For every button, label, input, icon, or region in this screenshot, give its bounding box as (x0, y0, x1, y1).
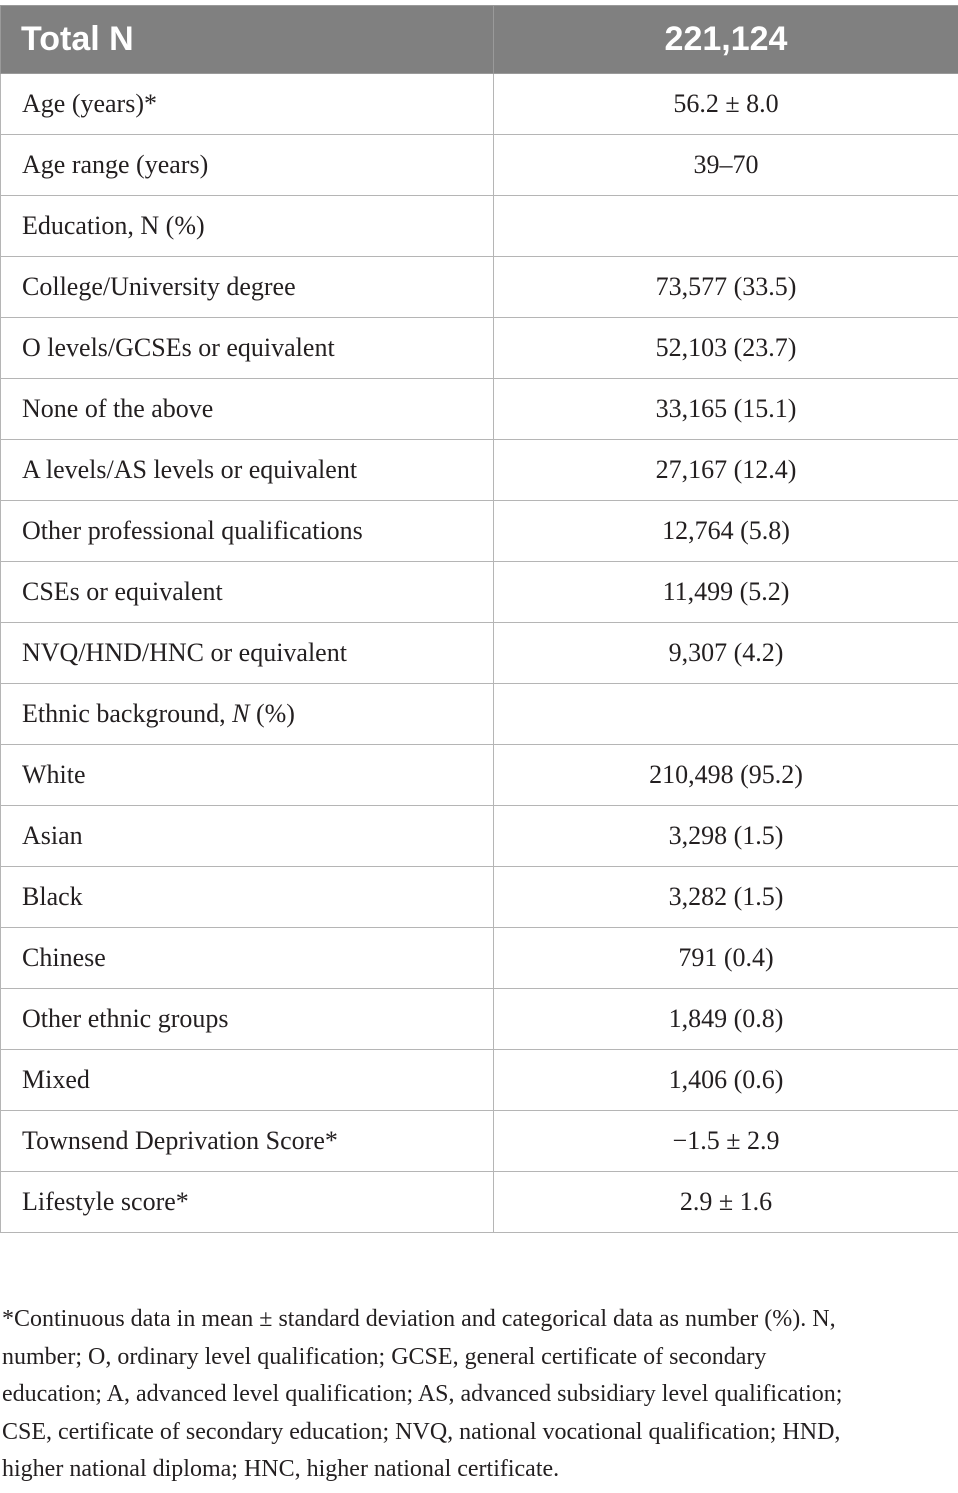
row-label: Chinese (1, 928, 494, 989)
row-label: Townsend Deprivation Score* (1, 1111, 494, 1172)
table-row (1, 257, 958, 318)
table-row (1, 379, 958, 440)
row-label: NVQ/HND/HNC or equivalent (1, 623, 494, 684)
demographics-table-container (0, 5, 958, 1233)
table-row (1, 806, 958, 867)
header-value: 221,124 (494, 6, 958, 74)
row-value: 210,498 (95.2) (494, 745, 958, 806)
row-value: 12,764 (5.8) (494, 501, 958, 562)
row-label: Lifestyle score* (1, 1172, 494, 1233)
row-label (1, 684, 494, 745)
row-value: 1,406 (0.6) (494, 1050, 958, 1111)
row-value: 2.9 ± 1.6 (494, 1172, 958, 1233)
row-label: Other professional qualifications (1, 501, 494, 562)
table-row (1, 501, 958, 562)
footnote-line: education; A, advanced level qualification; AS, advanced subsidiary level qualification; (2, 1381, 843, 1408)
table-row (1, 1111, 958, 1172)
table-header-row (1, 6, 958, 74)
table-row (1, 867, 958, 928)
row-value: 3,282 (1.5) (494, 867, 958, 928)
row-label: Education, N (%) (1, 196, 494, 257)
row-value: 39–70 (494, 135, 958, 196)
row-value: 11,499 (5.2) (494, 562, 958, 623)
footnote-line: number; O, ordinary level qualification; GCSE, general certificate of secondary (2, 1343, 767, 1370)
table-row (1, 440, 958, 501)
footnote-line: higher national diploma; HNC, higher national certificate. (2, 1456, 560, 1483)
row-value (494, 684, 958, 745)
row-label: Age range (years) (1, 135, 494, 196)
row-label: Other ethnic groups (1, 989, 494, 1050)
row-label: CSEs or equivalent (1, 562, 494, 623)
table-row (1, 989, 958, 1050)
table-row (1, 74, 958, 135)
row-label: Asian (1, 806, 494, 867)
row-label: Mixed (1, 1050, 494, 1111)
row-value: 52,103 (23.7) (494, 318, 958, 379)
row-value (494, 196, 958, 257)
table-footnote (2, 1301, 954, 1489)
row-label: Black (1, 867, 494, 928)
row-label: None of the above (1, 379, 494, 440)
row-value: 791 (0.4) (494, 928, 958, 989)
table-row (1, 318, 958, 379)
row-label: A levels/AS levels or equivalent (1, 440, 494, 501)
header-label: Total N (1, 6, 494, 74)
footnote-line: CSE, certificate of secondary education; NVQ, national vocational qualification; HND, (2, 1418, 841, 1445)
row-value: 9,307 (4.2) (494, 623, 958, 684)
row-label: College/University degree (1, 257, 494, 318)
table-row (1, 684, 958, 745)
table-row (1, 1172, 958, 1233)
row-label: O levels/GCSEs or equivalent (1, 318, 494, 379)
row-value: 73,577 (33.5) (494, 257, 958, 318)
footnote-line: *Continuous data in mean ± standard deviation and categorical data as number (%). N, (2, 1306, 836, 1332)
row-label-prefix: Ethnic background, (22, 699, 233, 728)
row-label: White (1, 745, 494, 806)
row-value: 1,849 (0.8) (494, 989, 958, 1050)
table-row (1, 196, 958, 257)
row-value: −1.5 ± 2.9 (494, 1111, 958, 1172)
row-value: 33,165 (15.1) (494, 379, 958, 440)
table-row (1, 745, 958, 806)
row-value: 27,167 (12.4) (494, 440, 958, 501)
row-value: 3,298 (1.5) (494, 806, 958, 867)
table-row (1, 562, 958, 623)
row-label-italic: N (232, 699, 250, 728)
row-label: Age (years)* (1, 74, 494, 135)
row-label-suffix: (%) (249, 699, 295, 728)
demographics-table (0, 5, 958, 1233)
table-row (1, 1050, 958, 1111)
table-row (1, 623, 958, 684)
row-value: 56.2 ± 8.0 (494, 74, 958, 135)
table-row (1, 928, 958, 989)
table-row (1, 135, 958, 196)
